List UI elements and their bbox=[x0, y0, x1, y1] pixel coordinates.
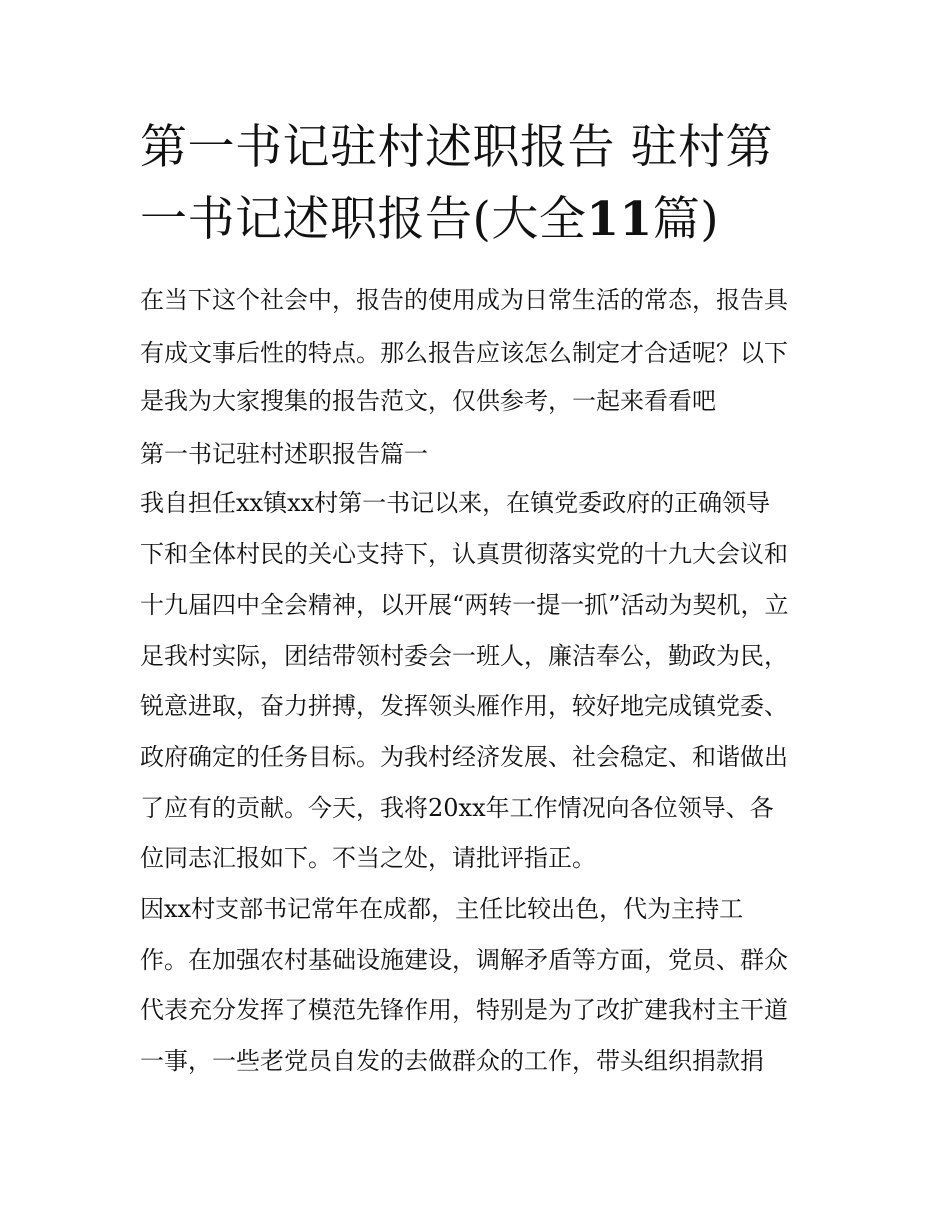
intro-line-2: 有成文事后性的特点。那么报告应该怎么制定才合适呢？以下 bbox=[140, 339, 788, 367]
section-heading: 第一书记驻村述职报告篇一 bbox=[140, 440, 428, 468]
body-line-7: 了应有的贡献。今天，我将20xx年工作情况向各位领导、各 bbox=[140, 794, 774, 822]
body-line-2: 下和全体村民的关心支持下，认真贯彻落实党的十九大会议和 bbox=[140, 540, 788, 568]
body-line-6: 政府确定的任务目标。为我村经济发展、社会稳定、和谐做出 bbox=[140, 743, 788, 771]
title-suffix: 篇) bbox=[652, 192, 720, 247]
intro-line-3: 是我为大家搜集的报告范文，仅供参考，一起来看看吧 bbox=[140, 387, 716, 415]
body-line-12: 一事，一些老党员自发的去做群众的工作，带头组织捐款捐 bbox=[140, 1047, 764, 1075]
body-line-9: 因xx村支部书记常年在成都，主任比较出色，代为主持工 bbox=[140, 895, 744, 923]
body-line-8: 位同志汇报如下。不当之处，请批评指正。 bbox=[140, 844, 596, 872]
body-line-10: 作。在加强农村基础设施建设，调解矛盾等方面，党员、群众 bbox=[140, 946, 788, 974]
body-line-4: 足我村实际，团结带领村委会一班人，廉洁奉公，勤政为民， bbox=[140, 642, 788, 670]
body-line-1: 我自担任xx镇xx村第一书记以来，在镇党委政府的正确领导 bbox=[140, 489, 771, 517]
title-text: 第一书记驻村述职报告 驻村第一书记述职报告(大全 bbox=[140, 120, 773, 247]
document-title bbox=[140, 112, 820, 256]
intro-line-1: 在当下这个社会中，报告的使用成为日常生活的常态，报告具 bbox=[140, 286, 788, 314]
body-line-3: 十九届四中全会精神，以开展“两转一提一抓”活动为契机，立 bbox=[140, 591, 789, 619]
title-number: 11 bbox=[586, 192, 653, 247]
body-line-11: 代表充分发挥了模范先锋作用，特别是为了改扩建我村主干道 bbox=[140, 996, 788, 1024]
body-line-5: 锐意进取，奋力拼搏，发挥领头雁作用，较好地完成镇党委、 bbox=[140, 692, 788, 720]
